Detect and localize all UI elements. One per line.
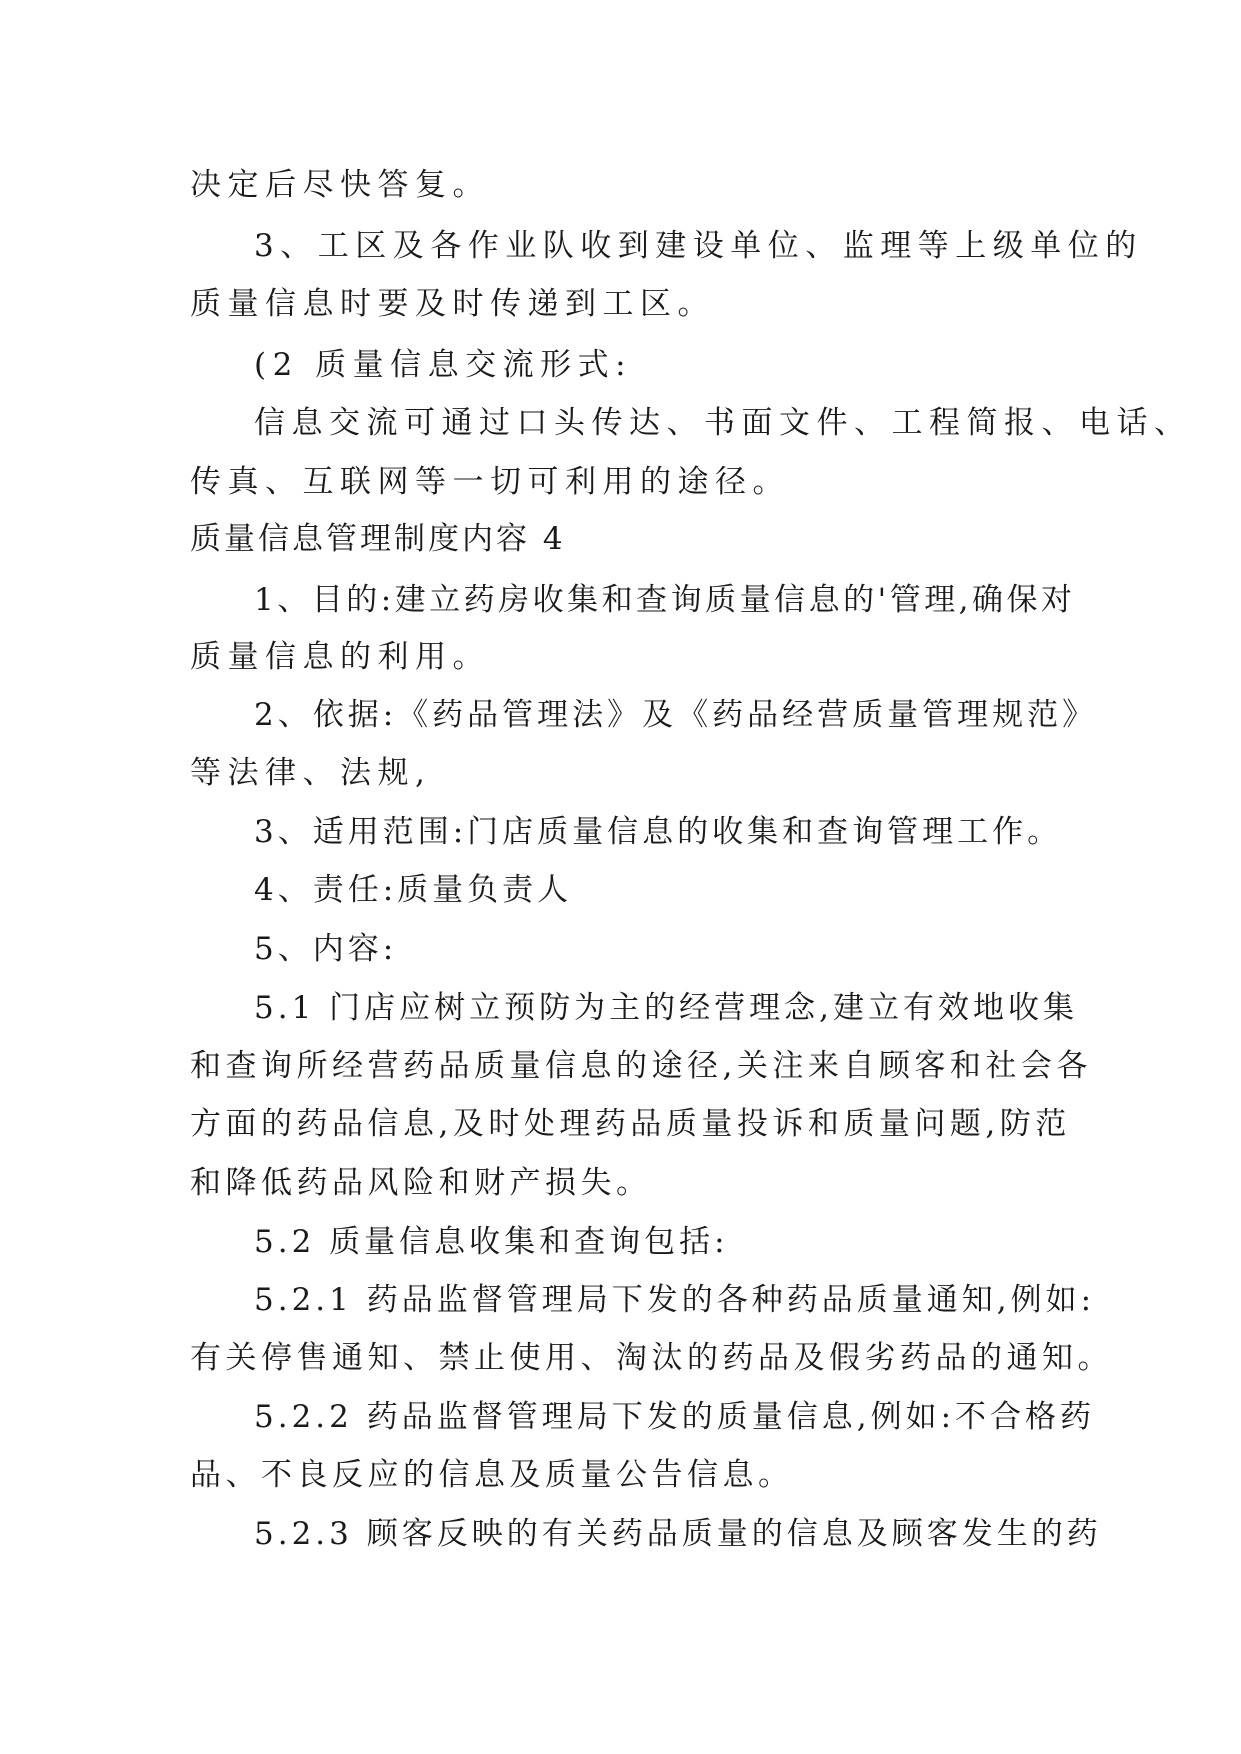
text-line: 和查询所经营药品质量信息的途径,关注来自顾客和社会各 [190,1048,1092,1084]
text-line: 质量信息时要及时传递到工区。 [190,286,715,322]
text-line: 有关停售通知、禁止使用、淘汰的药品及假劣药品的通知。 [190,1340,1113,1376]
text-line: 信息交流可通过口头传达、书面文件、工程简报、电话、 [254,405,1192,441]
text-line: 5.2 质量信息收集和查询包括: [254,1224,729,1260]
text-line: 5.1 门店应树立预防为主的经营理念,建立有效地收集 [254,990,1079,1026]
text-line: 5.2.1 药品监督管理局下发的各种药品质量通知,例如: [254,1282,1096,1318]
text-line: 和降低药品风险和财产损失。 [190,1165,652,1201]
text-line: 3、工区及各作业队收到建设单位、监理等上级单位的 [254,228,1143,264]
text-line: 4、责任:质量负责人 [254,872,573,908]
text-line: (2 质量信息交流形式: [254,347,633,383]
section-heading: 质量信息管理制度内容 4 [190,521,566,557]
text-line: 2、依据:《药品管理法》及《药品经营质量管理规范》 [254,697,1098,733]
text-line: 方面的药品信息,及时处理药品质量投诉和质量问题,防范 [190,1106,1071,1142]
text-line: 等法律、法规, [190,755,432,791]
text-line: 质量信息的利用。 [190,639,490,675]
text-line: 3、适用范围:门店质量信息的收集和查询管理工作。 [254,814,1063,850]
text-line: 传真、互联网等一切可利用的途径。 [190,464,790,500]
text-line: 5.2.2 药品监督管理局下发的质量信息,例如:不合格药 [254,1399,1096,1435]
text-line: 1、目的:建立药房收集和查询质量信息的'管理,确保对 [254,582,1076,618]
text-line: 决定后尽快答复。 [190,167,490,203]
text-line: 5、内容: [254,931,398,967]
text-line: 5.2.3 顾客反映的有关药品质量的信息及顾客发生的药 [254,1516,1102,1552]
text-line: 品、不良反应的信息及质量公告信息。 [190,1457,794,1493]
